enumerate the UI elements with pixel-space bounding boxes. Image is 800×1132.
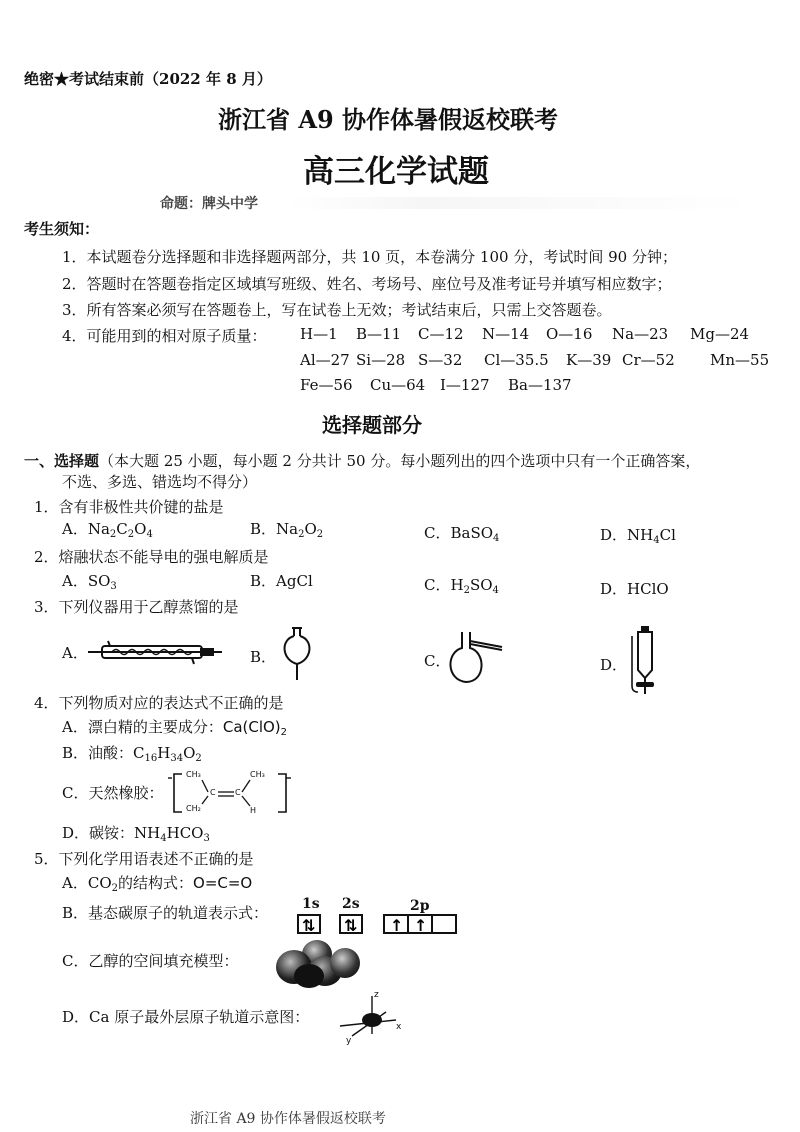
distillation-flask-icon: [448, 630, 508, 686]
mass-value: Si—28: [356, 351, 406, 369]
option-text: B．油酸：: [62, 744, 134, 762]
formula: O: [134, 520, 147, 538]
formula: SO: [469, 576, 493, 594]
formula: C: [116, 520, 128, 538]
formula: Cl: [659, 526, 676, 544]
option-text: D．碳铵：: [62, 824, 135, 842]
option-text: A．漂白精的主要成分：: [62, 718, 223, 736]
section-heading-text: （本大题 25 小题，每小题 2 分共计 50 分。每小题列出的四个选项中只有一个正确答案，: [99, 452, 701, 470]
formula: Na: [276, 520, 299, 538]
secret-label: 绝密★考试结束前（2022 年 8 月）: [24, 70, 272, 88]
structure-label: C: [210, 788, 216, 797]
option-c-label: C．: [424, 652, 451, 670]
structure-label: C: [235, 788, 241, 797]
atom-sphere: [330, 948, 360, 978]
formula: O=C=O: [193, 874, 253, 892]
axis-label-x: x: [396, 1022, 402, 1032]
section-heading: [24, 450, 700, 471]
mass-value: Cr—52: [622, 351, 675, 369]
option-d: [600, 578, 669, 599]
subscript: 4: [492, 585, 499, 596]
question-3-stem: 3．下列仪器用于乙醇蒸馏的是: [34, 598, 239, 616]
separatory-funnel-icon: [628, 626, 664, 696]
option-a: [62, 518, 153, 539]
mass-value: I—127: [440, 376, 490, 394]
mass-value: Ba—137: [508, 376, 572, 394]
mass-value: Al—27: [300, 351, 350, 369]
subscript: 4: [493, 533, 500, 544]
subscript: 34: [170, 753, 184, 764]
mass-row: [0, 325, 800, 345]
option-label: A．: [62, 520, 88, 538]
option-label: A．: [62, 572, 88, 590]
ca-orbital-diagram: [338, 990, 404, 1048]
option-c: [424, 574, 499, 595]
formula: H: [157, 744, 171, 762]
option-c: [424, 522, 499, 543]
section-heading-label: 一、选择题: [24, 452, 100, 470]
axis-label-y: y: [346, 1036, 352, 1046]
notice-item: 4．可能用到的相对原子质量：: [62, 327, 267, 345]
subscript: 2: [111, 883, 118, 894]
structure-label: H: [250, 806, 257, 815]
formula: Na: [87, 520, 110, 538]
mass-value: K—39: [566, 351, 612, 369]
section-title: 选择题部分: [322, 413, 422, 437]
subscript: 2: [127, 529, 135, 540]
question-5-option-d: D．Ca 原子最外层原子轨道示意图：: [62, 1008, 310, 1026]
page-title: 高三化学试题: [303, 154, 489, 190]
notice-item: 2．答题时在答题卷指定区域填写班级、姓名、考场号、座位号及准考证号并填写相应数字；: [62, 275, 672, 293]
question-2-stem: 2．熔融状态不能导电的强电解质是: [34, 548, 269, 566]
structure-label: CH₃: [186, 770, 201, 779]
question-4-option-d: [62, 822, 210, 843]
question-5-option-c: C．乙醇的空间填充模型：: [62, 952, 239, 970]
orbital-label-2p: 2p: [410, 898, 430, 914]
subscript: 2: [280, 727, 288, 738]
mass-value: Cl—35.5: [484, 351, 549, 369]
condenser-icon: [88, 640, 228, 666]
formula: C: [133, 744, 145, 762]
option-text: 的结构式：: [118, 874, 194, 892]
mass-value: H—1: [300, 325, 338, 343]
formula: AgCl: [276, 572, 313, 590]
mass-value: B—11: [356, 325, 402, 343]
option-label: B．: [250, 572, 277, 590]
mass-value: N—14: [482, 325, 530, 343]
option-b: [250, 518, 323, 539]
question-1-options: [0, 518, 800, 546]
structure-label: CH₂: [186, 804, 201, 813]
formula: BaSO: [450, 524, 494, 542]
svg-text:↑: ↑: [414, 916, 428, 935]
subscript: 2: [298, 529, 305, 540]
question-4-option-c: C．天然橡胶：: [62, 784, 164, 802]
funnel-icon: [278, 626, 318, 682]
mass-row: [0, 351, 800, 371]
formula: HCO: [166, 824, 204, 842]
option-label: B．: [250, 520, 277, 538]
option-d-label: D．: [600, 656, 628, 674]
axis-label-z: z: [374, 990, 379, 1000]
question-1-stem: 1．含有非极性共价键的盐是: [34, 498, 224, 516]
option-label: D．: [600, 526, 628, 544]
page-footer: 浙江省 A9 协作体暑假返校联考: [190, 1111, 386, 1127]
exam-organization: 浙江省 A9 协作体暑假返校联考: [218, 105, 559, 134]
mass-value: Na—23: [612, 325, 669, 343]
subscript: 4: [653, 535, 660, 546]
option-label: A．: [62, 874, 88, 892]
subscript: 2: [195, 753, 202, 764]
natural-rubber-structure: [172, 768, 292, 816]
question-5-stem: 5．下列化学用语表述不正确的是: [34, 850, 254, 868]
formula: O: [304, 520, 317, 538]
notice-item: 1．本试题卷分选择题和非选择题两部分，共 10 页，本卷满分 100 分，考试时间 90 分钟；: [62, 248, 677, 266]
orbital-label-1s: 1s: [302, 896, 320, 912]
option-label: D．: [600, 580, 628, 598]
question-2-options: [0, 570, 800, 598]
mass-value: S—32: [418, 351, 463, 369]
mass-value: Mn—55: [710, 351, 770, 369]
subscript: 4: [160, 833, 167, 844]
orbital-diagram: [296, 912, 460, 936]
notice-title: 考生须知：: [24, 220, 100, 238]
ethanol-space-filling-model: [272, 938, 364, 988]
subscript: 2: [316, 529, 324, 540]
option-a-label: A．: [62, 644, 88, 662]
formula: H: [450, 576, 464, 594]
question-4-stem: 4．下列物质对应的表达式不正确的是: [34, 694, 284, 712]
notice-item: 3．所有答案必须写在答题卷上，写在试卷上无效；考试结束后，只需上交答题卷。: [62, 301, 612, 319]
svg-text:⇅: ⇅: [302, 916, 316, 935]
subscript: 2: [463, 585, 470, 596]
formula: NH: [627, 526, 654, 544]
mass-value: Cu—64: [370, 376, 426, 394]
subscript: 4: [146, 529, 153, 540]
question-4-option-a: [62, 716, 287, 737]
mass-value: C—12: [418, 325, 464, 343]
formula: HClO: [627, 580, 669, 598]
mass-value: Mg—24: [690, 325, 750, 343]
section-heading-line2: 不选、多选、错选均不得分）: [62, 473, 258, 491]
mass-row: [0, 376, 800, 396]
subscript: 3: [203, 833, 210, 844]
subscript: 16: [144, 753, 158, 764]
structure-label: CH₃: [250, 770, 265, 779]
authors-line: 命题：牌头中学: [160, 196, 258, 212]
formula: Ca(ClO): [222, 718, 281, 736]
option-b: [250, 570, 313, 591]
subscript: 3: [110, 581, 117, 592]
formula: O: [183, 744, 196, 762]
option-label: C．: [424, 576, 451, 594]
svg-text:↑: ↑: [390, 916, 404, 935]
option-a: [62, 570, 117, 591]
orbital-label-2s: 2s: [342, 896, 360, 912]
option-d: [600, 524, 676, 545]
mass-value: Fe—56: [300, 376, 353, 394]
mass-value: O—16: [546, 325, 593, 343]
question-4-option-b: [62, 742, 202, 763]
atom-sphere: [294, 964, 324, 988]
question-5-option-b: B．基态碳原子的轨道表示式：: [62, 904, 269, 922]
subscript: 2: [109, 529, 117, 540]
question-5-option-a: [62, 872, 252, 893]
formula: SO: [87, 572, 111, 590]
faded-text-area: [285, 197, 755, 209]
option-label: C．: [424, 524, 451, 542]
svg-text:⇅: ⇅: [344, 916, 358, 935]
formula: CO: [87, 874, 112, 892]
option-b-label: B．: [250, 648, 277, 666]
formula: NH: [134, 824, 161, 842]
